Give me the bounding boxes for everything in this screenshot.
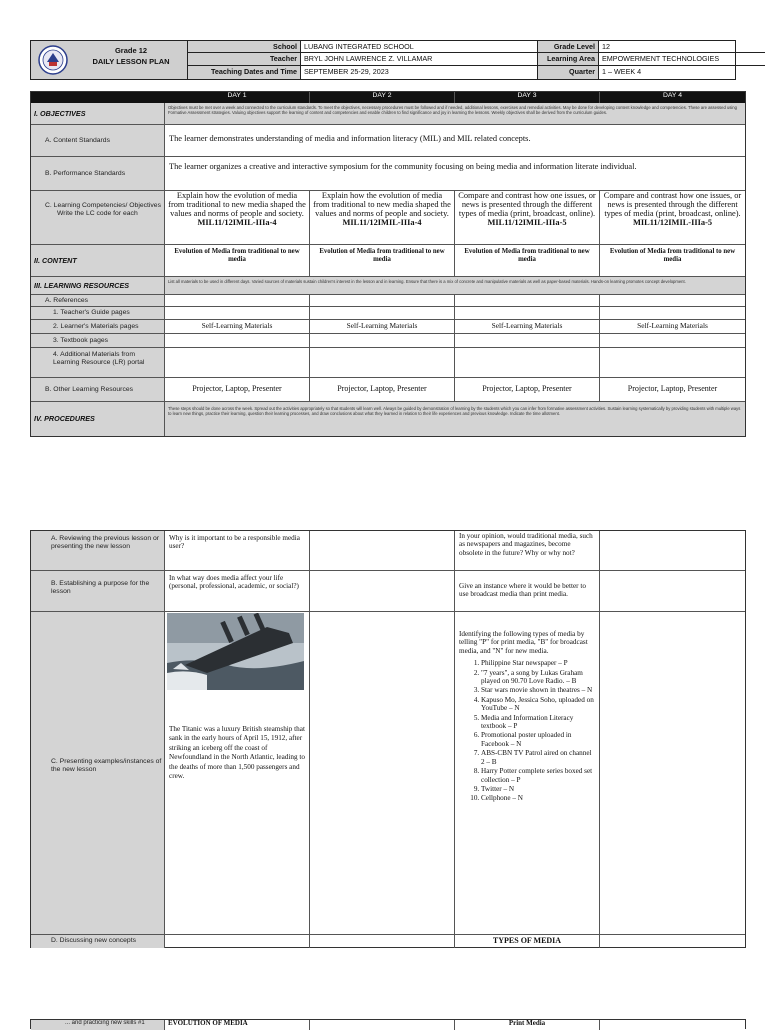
lm-day-1: Self-Learning Materials	[165, 320, 310, 333]
presenting-day-1	[165, 612, 310, 934]
competencies-row	[31, 191, 745, 245]
resources-section-row	[31, 277, 745, 295]
content-row	[31, 245, 745, 277]
competency-day-3	[455, 191, 600, 244]
list-item: 3. Star wars movie shown in theatres – N	[481, 686, 595, 694]
reviewing-row	[31, 531, 745, 571]
performance-standards-label: B. Performance Standards	[31, 157, 165, 190]
learning-area-value: EMPOWERMENT TECHNOLOGIES	[599, 53, 765, 65]
school-value: LUBANG INTEGRATED SCHOOL	[301, 41, 538, 53]
content-standards-value: The learner demonstrates understanding of media and information literacy (MIL) and MIL related concepts.	[169, 134, 531, 143]
media-identification-list	[459, 659, 595, 803]
dates-value: SEPTEMBER 25-29, 2023	[301, 66, 538, 79]
content-day-4: Evolution of Media from traditional to new media	[609, 248, 736, 264]
plan-title	[75, 41, 188, 79]
learners-materials-label: 2. Learner's Materials pages	[31, 320, 165, 333]
competency-day-4	[600, 191, 745, 244]
learning-area-label: Learning Area	[538, 53, 599, 65]
competencies-sub: Write the LC code for each	[57, 210, 138, 218]
list-item: 6. Promotional poster uploaded in Facebook – N	[481, 731, 595, 748]
next-page-table	[30, 1019, 746, 1029]
objectives-note: Objectives must be met over a week and connected to the curriculum standards. To meet the objectives, necessary procedures must be followed and if needed, additional lessons, exercises and remedial activities. May be done for developing content knowledge and competencies. These are assessed using Formative Assessment strategies. Valuing objectives support the learning of content and competencies and enable children to find significance and joy in learning the lessons. Weekly objectives shall be derived from the curriculum guides.	[165, 103, 745, 124]
performance-standards-value: The learner organizes a creative and interactive symposium for the community focusing on being media and information literate individual.	[169, 162, 637, 171]
list-item: 1. Philippine Star newspaper – P	[481, 659, 595, 667]
header-block	[30, 40, 736, 80]
references-label: A. References	[31, 295, 165, 306]
procedures-note: These steps should be done across the week. Spread out the activities appropriately so that students will learn well. Always be guided by demonstration of learning by the students which you can infer from formative assessment activities. Sustain learning systematically by providing students with multiple ways to learn new things, practice their learning, question their learning processes, and draw conclusions about what they learned in relation to their life experiences and previous knowledge. Indicate the time allotment.	[165, 402, 745, 436]
list-item: 7. ABS-CBN TV Patrol aired on channel 2 – B	[481, 749, 595, 766]
next-page-row	[31, 1020, 745, 1030]
competencies-label: C. Learning Competencies/ Objectives	[45, 202, 161, 209]
media-identification-intro: Identifying the following types of media by telling "P" for print media, "B" for broadcast media, and "N" for new media.	[459, 630, 588, 655]
teachers-guide-row	[31, 307, 745, 320]
establishing-day-1: In what way does media affect your life (personal, professional, academic, or social?)	[165, 571, 310, 611]
reviewing-day-1: Why is it important to be a responsible media user?	[165, 531, 310, 570]
objectives-title: I. OBJECTIVES	[31, 103, 165, 124]
lm-day-3: Self-Learning Materials	[455, 320, 600, 333]
textbook-label: 3. Textbook pages	[31, 334, 165, 347]
next-page-day-3: Print Media	[455, 1020, 600, 1030]
grade-level-value: 12	[599, 41, 765, 53]
list-item: 4. Kapuso Mo, Jessica Soho, uploaded on YouTube – N	[481, 696, 595, 713]
learners-materials-row	[31, 320, 745, 334]
discussing-label: D. Discussing new concepts	[31, 935, 165, 948]
day-2-header: DAY 2	[310, 92, 455, 103]
other-resources-row	[31, 378, 745, 402]
list-item: 8. Harry Potter complete series boxed set collection – P	[481, 767, 595, 784]
quarter-value: 1 – WEEK 4	[602, 66, 642, 76]
other-day-4: Projector, Laptop, Presenter	[627, 384, 718, 393]
lm-day-2: Self-Learning Materials	[310, 320, 455, 333]
content-standards-row	[31, 125, 745, 157]
competency-day-2	[310, 191, 455, 244]
presenting-row	[31, 612, 745, 935]
other-day-3: Projector, Laptop, Presenter	[455, 378, 600, 401]
resources-title: III. LEARNING RESOURCES	[31, 277, 165, 294]
header-row-dates	[188, 66, 765, 79]
competency-day-2-text: Explain how the evolution of media from traditional to new media shaped the values and norms of people and society.	[313, 191, 451, 218]
day-1-header: DAY 1	[165, 92, 310, 103]
lm-day-4: Self-Learning Materials	[637, 321, 708, 330]
dates-label: Teaching Dates and Time	[188, 66, 301, 79]
day-3-header: DAY 3	[455, 92, 600, 103]
objectives-section-row	[31, 103, 745, 125]
grade-title: Grade 12	[114, 46, 148, 55]
titanic-text: The Titanic was a luxury British steamship that sank in the early hours of April 15, 1912, after striking an iceberg off the coast of Newfoundland in the North Atlantic, leading to the deaths of more than 1,500 passengers and crew.	[169, 725, 305, 781]
textbook-row	[31, 334, 745, 348]
other-day-1: Projector, Laptop, Presenter	[165, 378, 310, 401]
objectives-table	[30, 91, 746, 437]
other-resources-label: B. Other Learning Resources	[31, 378, 165, 401]
competency-day-1	[165, 191, 310, 244]
competency-day-1-code: MIL11/12IMIL-IIIa-4	[197, 218, 277, 227]
lr-portal-label: 4. Additional Materials from Learning Resource (LR) portal	[31, 348, 165, 377]
lr-portal-row	[31, 348, 745, 378]
content-standards-label: A. Content Standards	[31, 125, 165, 156]
content-day-1: Evolution of Media from traditional to new media	[165, 245, 310, 276]
competencies-label-cell	[31, 191, 165, 244]
grade-level-label: Grade Level	[538, 41, 599, 53]
competency-day-3-code: MIL11/12IMIL-IIIa-5	[487, 218, 567, 227]
discussing-row	[31, 935, 745, 948]
reviewing-label: A. Reviewing the previous lesson or presenting the new lesson	[31, 531, 165, 570]
list-item: 2. "7 years", a song by Lukas Graham played on 90.70 Love Radio. – B	[481, 669, 595, 686]
presenting-day-3	[455, 612, 600, 934]
competency-day-4-code: MIL11/12IMIL-IIIa-5	[632, 218, 713, 227]
competency-day-2-code: MIL11/12IMIL-IIIa-4	[342, 218, 422, 227]
resources-note: List all materials to be used in different days. Varied sources of materials sustain children's interest in the lesson and in learning. Ensure that there is a mix of concrete and manipulative materials as well as paper-based materials. Hands-on learning promotes concept development.	[165, 277, 745, 294]
deped-seal-logo	[31, 41, 76, 79]
presenting-label: C. Presenting examples/instances of the new lesson	[31, 612, 165, 934]
list-item: 5. Media and Information Literacy textbook – P	[481, 714, 595, 731]
establishing-day-3: Give an instance where it would be better to use broadcast media than print media.	[455, 571, 600, 611]
header-row-teacher	[188, 53, 765, 65]
teacher-label: Teacher	[188, 53, 301, 65]
day-header-row	[31, 92, 745, 103]
quarter-label: Quarter	[538, 66, 599, 79]
teacher-value: BRYL JOHN LAWRENCE Z. VILLAMAR	[301, 53, 538, 65]
titanic-image	[167, 613, 304, 690]
teachers-guide-label: 1. Teacher's Guide pages	[31, 307, 165, 319]
competency-day-4-text: Compare and contrast how one issues, or news is presented through the different types of media (print, broadcast, online).	[603, 191, 742, 218]
competency-day-3-text: Compare and contrast how one issues, or news is presented through the different types of media (print, broadcast, online).	[458, 191, 596, 218]
day-4-header: DAY 4	[600, 92, 745, 103]
procedures-table	[30, 530, 746, 948]
discussing-day-3: TYPES OF MEDIA	[455, 935, 600, 948]
performance-standards-row	[31, 157, 745, 191]
reviewing-day-3: In your opinion, would traditional media, such as newspapers and magazines, become obsolete in the future? Why or why not?	[455, 531, 600, 570]
plan-type-title: DAILY LESSON PLAN	[92, 57, 170, 66]
school-label: School	[188, 41, 301, 53]
list-item: 9. Twitter – N	[481, 785, 595, 793]
header-row-school	[188, 41, 765, 53]
references-row	[31, 295, 745, 307]
list-item: 10. Cellphone – N	[481, 794, 595, 802]
other-day-2: Projector, Laptop, Presenter	[310, 378, 455, 401]
procedures-section-row	[31, 402, 745, 436]
content-day-2: Evolution of Media from traditional to new media	[310, 245, 455, 276]
establishing-row	[31, 571, 745, 612]
content-title: II. CONTENT	[31, 245, 165, 276]
competency-day-1-text: Explain how the evolution of media from traditional to new media shaped the values and norms of people and society.	[168, 191, 306, 218]
next-page-label: ... and practicing new skills #1	[31, 1020, 165, 1030]
procedures-title: IV. PROCEDURES	[31, 402, 165, 436]
content-day-3: Evolution of Media from traditional to new media	[455, 245, 600, 276]
establishing-label: B. Establishing a purpose for the lesson	[31, 571, 165, 611]
next-page-day-1: EVOLUTION OF MEDIA	[165, 1020, 310, 1030]
